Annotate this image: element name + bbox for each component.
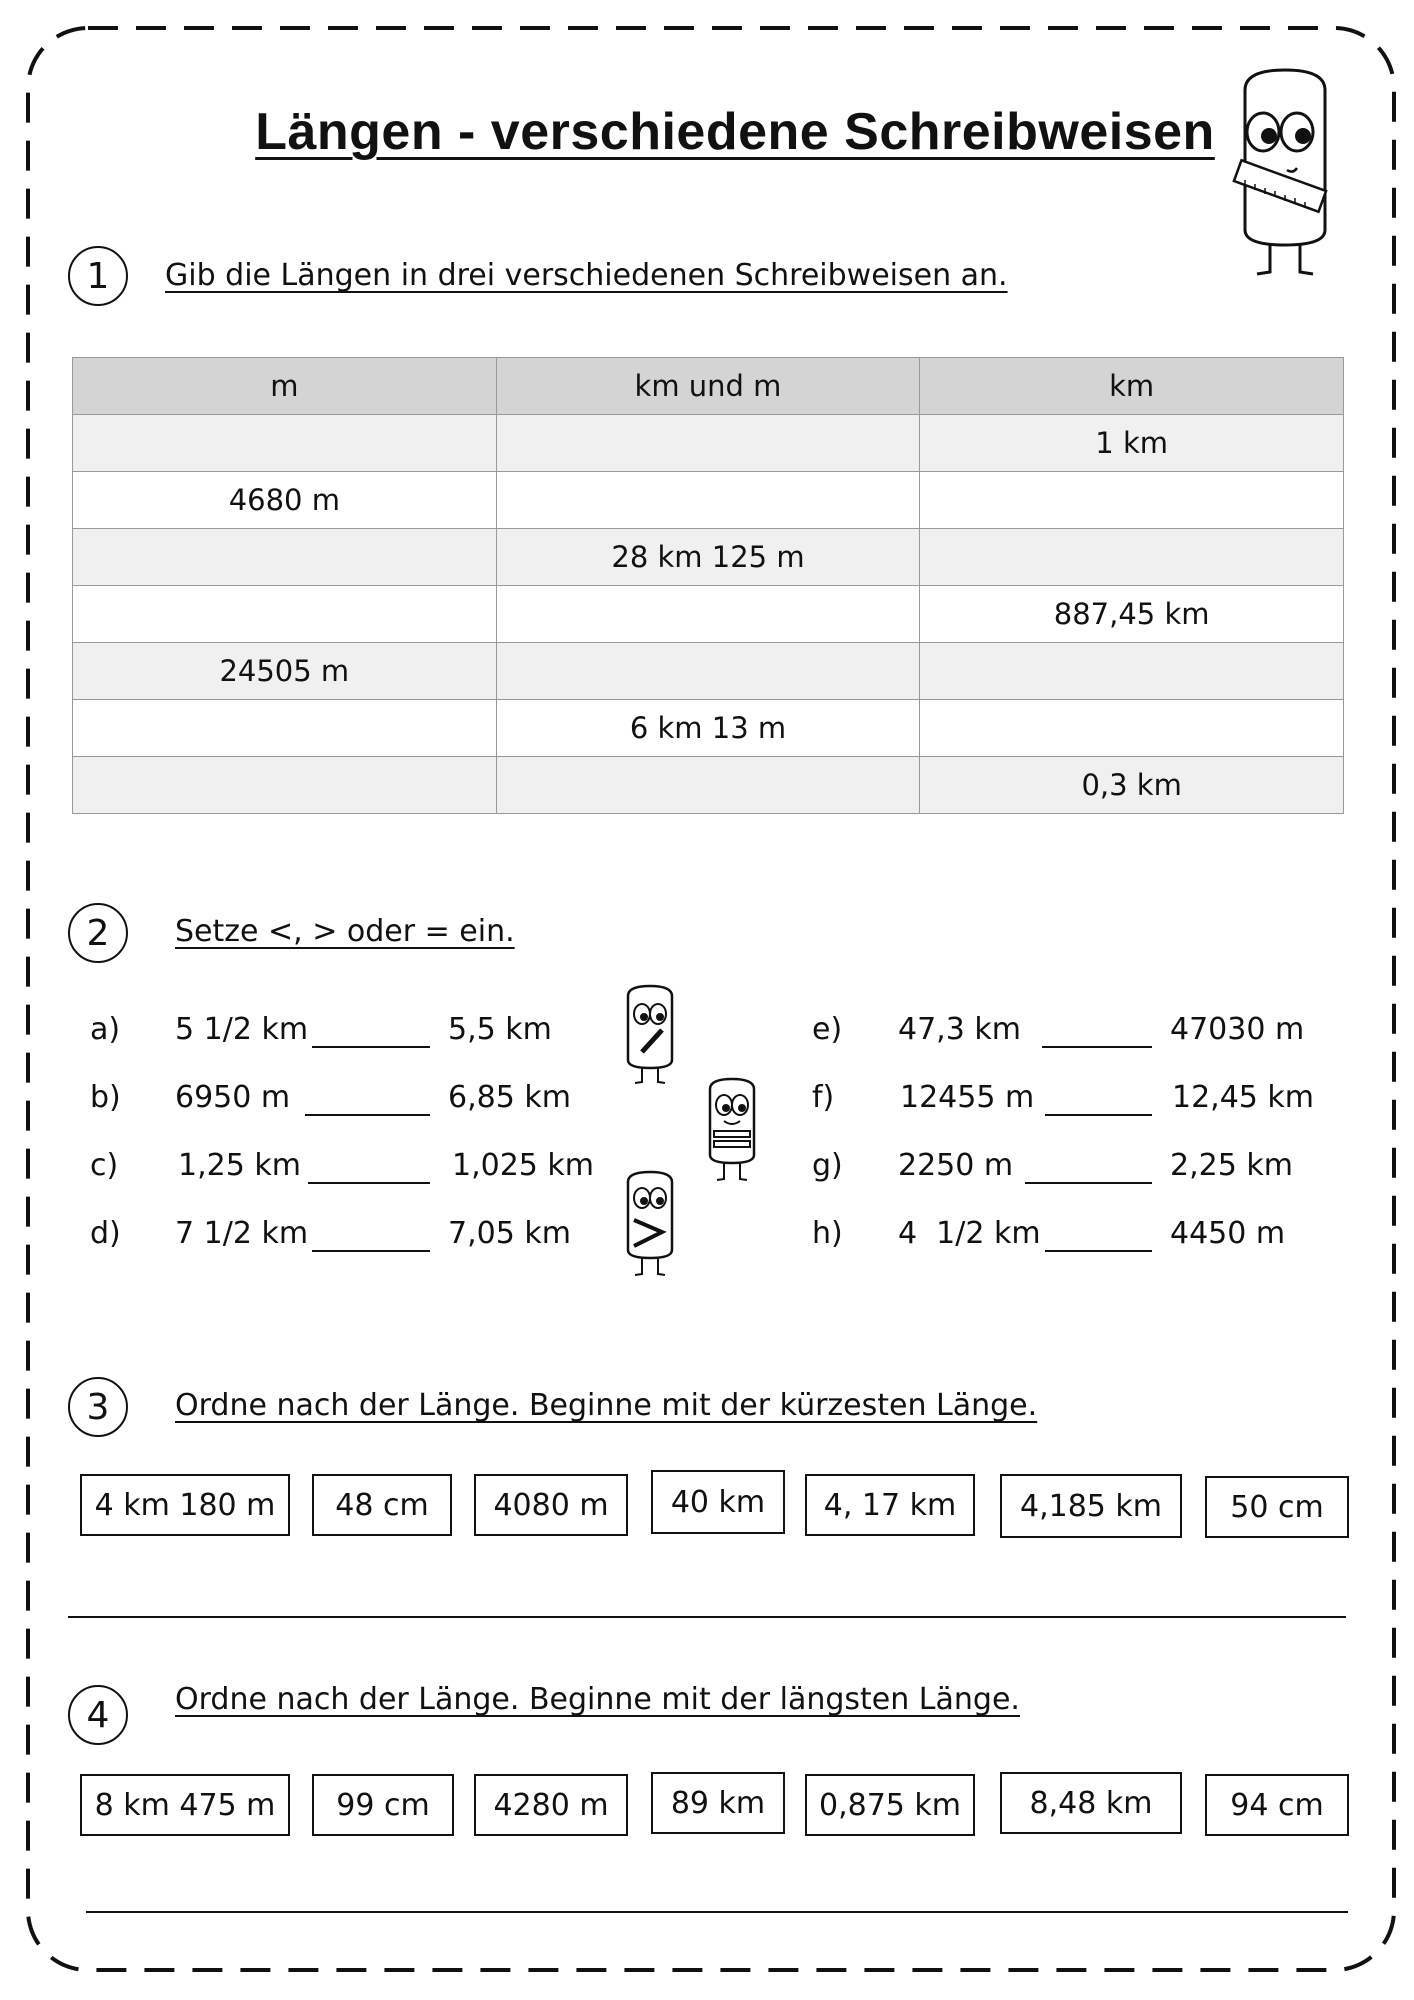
comparison-d-blank[interactable]: [312, 1250, 430, 1252]
comparison-g-left: 2250 m: [898, 1148, 1014, 1183]
comparison-d-left: 7 1/2 km: [175, 1216, 309, 1251]
comparison-c-label: c): [90, 1148, 119, 1183]
length-card[interactable]: 4080 m: [474, 1474, 628, 1536]
task-1-instruction: Gib die Längen in drei verschiedenen Schreibweisen an.: [165, 258, 1008, 293]
table-cell[interactable]: [496, 643, 920, 700]
table-header-row: [73, 358, 1344, 415]
table-cell[interactable]: [496, 472, 920, 529]
length-card[interactable]: 48 cm: [312, 1474, 452, 1536]
task-2-number: 2: [68, 903, 128, 963]
mascot-with-ruler-icon: [1225, 60, 1355, 285]
comparison-b-blank[interactable]: [305, 1114, 430, 1116]
comparison-b-label: b): [90, 1080, 121, 1115]
comparison-h-right: 4450 m: [1170, 1216, 1286, 1251]
comparison-f-blank[interactable]: [1045, 1114, 1152, 1116]
comparison-f-left: 12455 m: [900, 1080, 1035, 1115]
comparison-a-label: a): [90, 1012, 121, 1047]
comparison-e-right: 47030 m: [1170, 1012, 1305, 1047]
table-row: [73, 757, 1344, 814]
answer-line-task-4[interactable]: [86, 1911, 1348, 1913]
table-cell[interactable]: [73, 529, 497, 586]
mascot-greater-than-icon: [620, 1168, 682, 1280]
length-card[interactable]: 99 cm: [312, 1774, 454, 1836]
table-row: [73, 700, 1344, 757]
length-card[interactable]: 4,185 km: [1000, 1474, 1182, 1538]
table-row: [73, 415, 1344, 472]
length-card[interactable]: 8 km 475 m: [80, 1774, 290, 1836]
length-card[interactable]: 40 km: [651, 1470, 785, 1534]
length-card[interactable]: 8,48 km: [1000, 1772, 1182, 1834]
length-table: [72, 357, 1344, 814]
comparison-h-blank[interactable]: [1045, 1250, 1152, 1252]
header-km: km: [920, 358, 1344, 415]
table-row: [73, 472, 1344, 529]
comparison-f-label: f): [812, 1080, 835, 1115]
table-cell[interactable]: 1 km: [920, 415, 1344, 472]
answer-line-task-3[interactable]: [68, 1616, 1346, 1618]
table-cell[interactable]: [920, 529, 1344, 586]
table-cell[interactable]: [920, 700, 1344, 757]
comparison-h-left: 4 1/2 km: [898, 1216, 1041, 1251]
table-cell[interactable]: 28 km 125 m: [496, 529, 920, 586]
comparison-h-label: h): [812, 1216, 843, 1251]
comparison-a-blank[interactable]: [312, 1046, 430, 1048]
table-row: [73, 643, 1344, 700]
task-3-number: 3: [68, 1377, 128, 1437]
comparison-g-right: 2,25 km: [1170, 1148, 1293, 1183]
length-card[interactable]: 4 km 180 m: [80, 1474, 290, 1536]
comparison-a-right: 5,5 km: [448, 1012, 552, 1047]
mascot-pointing-icon: [620, 982, 682, 1087]
comparison-g-label: g): [812, 1148, 843, 1183]
table-cell[interactable]: 887,45 km: [920, 586, 1344, 643]
comparison-c-left: 1,25 km: [178, 1148, 301, 1183]
table-cell[interactable]: [920, 472, 1344, 529]
table-row: [73, 586, 1344, 643]
page-title: Längen - verschiedene Schreibweisen: [255, 103, 1215, 161]
table-cell[interactable]: [73, 415, 497, 472]
task-2-instruction: Setze <, > oder = ein.: [175, 914, 515, 949]
comparison-e-left: 47,3 km: [898, 1012, 1021, 1047]
length-card[interactable]: 89 km: [651, 1772, 785, 1834]
table-cell[interactable]: [73, 586, 497, 643]
comparison-d-label: d): [90, 1216, 121, 1251]
comparison-c-right: 1,025 km: [452, 1148, 595, 1183]
comparison-f-right: 12,45 km: [1172, 1080, 1315, 1115]
table-cell[interactable]: 24505 m: [73, 643, 497, 700]
task-4-instruction: Ordne nach der Länge. Beginne mit der längsten Länge.: [175, 1682, 1020, 1717]
table-cell[interactable]: 0,3 km: [920, 757, 1344, 814]
table-cell[interactable]: [73, 757, 497, 814]
table-cell[interactable]: [920, 643, 1344, 700]
length-card[interactable]: 4280 m: [474, 1774, 628, 1836]
table-cell[interactable]: [496, 415, 920, 472]
comparison-c-blank[interactable]: [308, 1182, 430, 1184]
comparison-e-blank[interactable]: [1042, 1046, 1152, 1048]
comparison-d-right: 7,05 km: [448, 1216, 571, 1251]
comparison-b-right: 6,85 km: [448, 1080, 571, 1115]
table-cell[interactable]: [73, 700, 497, 757]
length-card[interactable]: 94 cm: [1205, 1774, 1349, 1836]
comparison-g-blank[interactable]: [1025, 1182, 1152, 1184]
mascot-equals-icon: [702, 1075, 764, 1185]
comparison-e-label: e): [812, 1012, 843, 1047]
task-4-number: 4: [68, 1685, 128, 1745]
table-cell[interactable]: 6 km 13 m: [496, 700, 920, 757]
length-card[interactable]: 50 cm: [1205, 1476, 1349, 1538]
header-km-und-m: km und m: [496, 358, 920, 415]
comparison-b-left: 6950 m: [175, 1080, 291, 1115]
table-row: [73, 529, 1344, 586]
length-card[interactable]: 0,875 km: [805, 1774, 975, 1836]
table-cell[interactable]: [496, 757, 920, 814]
table-cell[interactable]: 4680 m: [73, 472, 497, 529]
header-m: m: [73, 358, 497, 415]
task-1-number: 1: [68, 246, 128, 306]
task-3-instruction: Ordne nach der Länge. Beginne mit der kürzesten Länge.: [175, 1388, 1038, 1423]
length-card[interactable]: 4, 17 km: [805, 1474, 975, 1536]
table-cell[interactable]: [496, 586, 920, 643]
comparison-a-left: 5 1/2 km: [175, 1012, 309, 1047]
